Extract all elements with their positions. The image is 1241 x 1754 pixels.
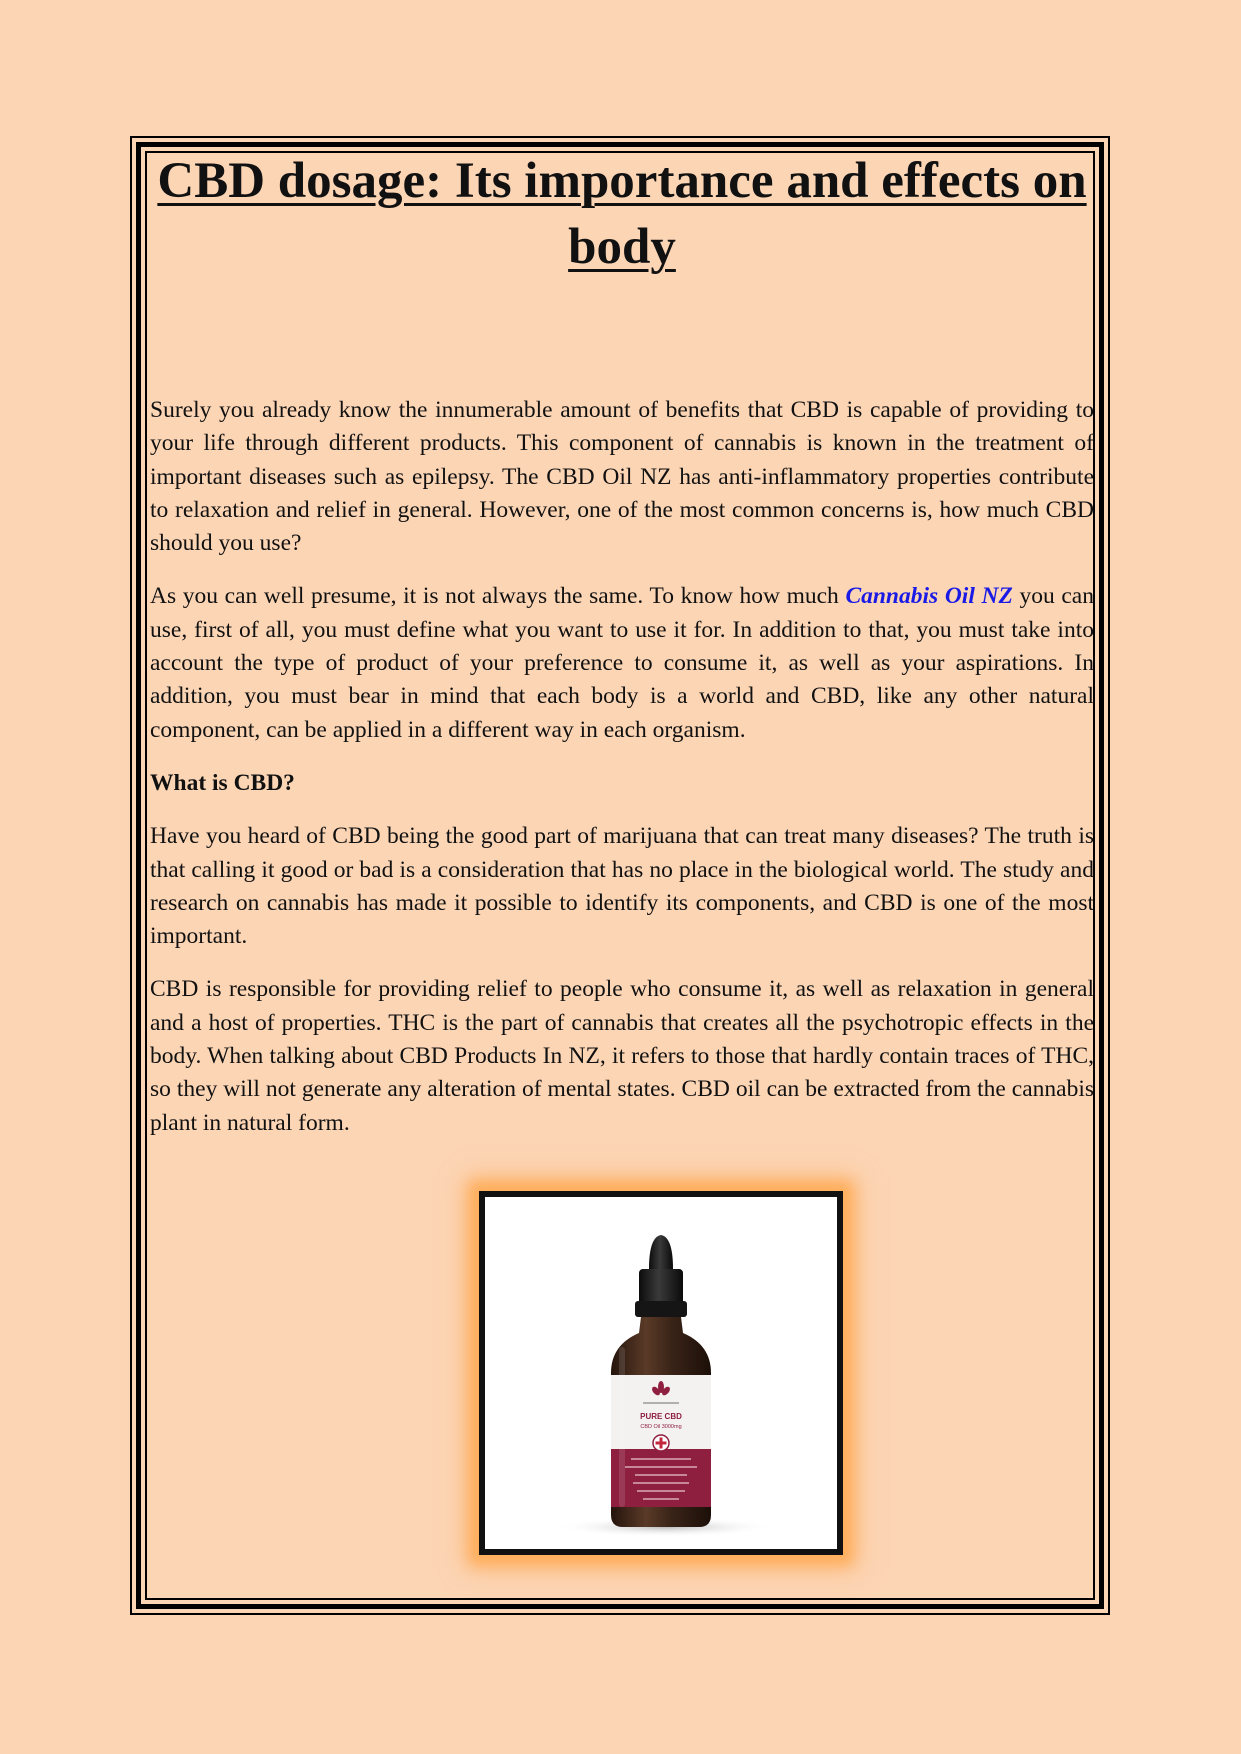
article-body xyxy=(150,394,1094,1160)
paragraph-cbd-relief: CBD is responsible for providing relief to people who consume it, as well as relaxation in general and a host of properties. THC is the part of cannabis that creates all the psychotropic effects in the body. When talking about CBD Products In NZ, it refers to those that hardly contain traces of THC, so they will not generate any alteration of mental states. CBD oil can be extracted from the cannabis plant in natural form. xyxy=(150,976,1094,1136)
label-cbd-oil: CBD Oil 3000mg xyxy=(640,1424,682,1430)
cbd-bottle-illustration xyxy=(485,1197,837,1549)
title-block xyxy=(150,148,1094,280)
paragraph-dosage xyxy=(150,580,1094,746)
paragraph-dosage-text-start: As you can well presume, it is not always the same. To know how much xyxy=(150,583,846,610)
paragraph-dosage-text-end: you can use, first of all, you must define what you want to use it for. In addition to that, you must take into account the type of product of your preference to consume it, as well as your aspirations. In addition, you must bear in mind that each body is a world and CBD, like any other natural component, can be applied in a different way in each organism. xyxy=(150,583,1094,743)
product-image xyxy=(479,1191,843,1555)
paragraph-cbd-good-part: Have you heard of CBD being the good part of marijuana that can treat many diseases? The truth is that calling it good or bad is a consideration that has no place in the biological world. The study and research on cannabis has made it possible to identify its components, and CBD is one of the most important. xyxy=(150,823,1094,950)
cannabis-oil-nz-link[interactable]: Cannabis Oil NZ xyxy=(845,583,1013,610)
cap-collar xyxy=(635,1301,687,1317)
dropper-bulb xyxy=(649,1235,673,1269)
paragraph-intro xyxy=(150,394,1094,560)
subheading-what-is-cbd: What is CBD? xyxy=(150,769,295,796)
paragraph-intro-text: Surely you already know the innumerable amount of benefits that CBD is capable of providing to your life through different products. This component of cannabis is known in the treatment of important diseases such as epilepsy. The CBD Oil NZ has anti-inflammatory properties contribute to relaxation and relief in general. However, one of the most common concerns is, how much CBD should you use? xyxy=(150,397,1094,557)
label-band xyxy=(611,1449,711,1507)
document-title: CBD dosage: Its importance and effects on body xyxy=(157,153,1087,275)
label-pure-cbd: PURE CBD xyxy=(640,1412,682,1421)
